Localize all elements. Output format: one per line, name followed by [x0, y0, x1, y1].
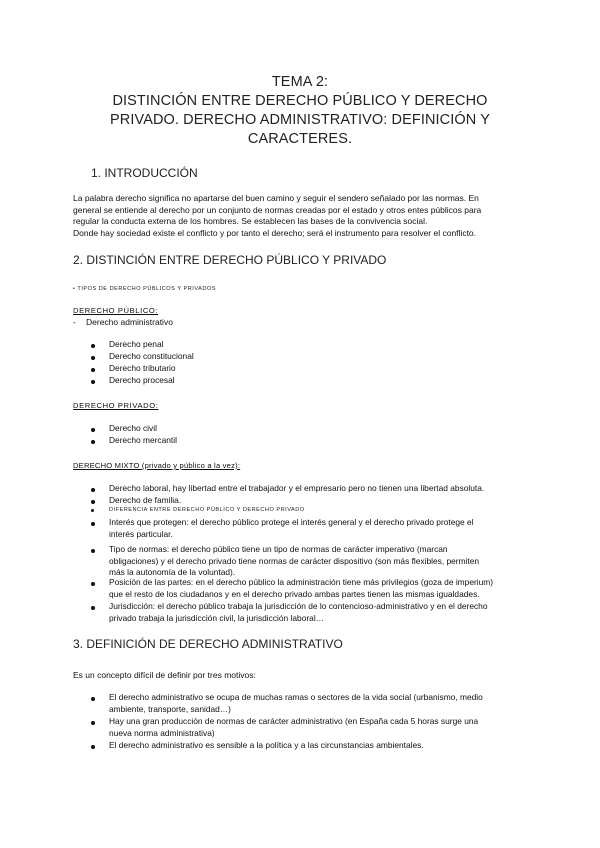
mixto-label: DERECHO MIXTO (privado y público a la vez):	[73, 461, 241, 470]
list-item-line: El derecho administrativo se ocupa de muchas ramas o sectores de la vida social (urbanismo, medio	[109, 692, 483, 702]
bullet-icon	[91, 697, 95, 701]
title-line: DISTINCIÓN ENTRE DERECHO PÚBLICO Y DERECHO	[112, 93, 488, 109]
list-item: Derecho laboral, hay libertad entre el trabajador y el empresario pero no tienen una libertad absoluta.	[109, 483, 485, 493]
bullet-icon	[91, 721, 95, 725]
document-title	[60, 73, 540, 149]
paragraph-line: Donde hay sociedad existe el conflicto y por tanto el derecho; será el instrumento para resolver el conflicto.	[73, 228, 477, 238]
list-item: Derecho procesal	[109, 375, 175, 385]
list-item-line: Interés que protegen: el derecho público protege el interés general y el derecho privado protege el	[109, 517, 474, 527]
bullet-icon	[91, 606, 95, 610]
list-item-line: que el resto de los ciudadanos y en el derecho privado ambas partes tienen las mismas igualdades.	[109, 589, 480, 599]
list-item-line: obligaciones) y el derecho privado tiene normas de carácter dispositivo (son más flexibles, permiten	[109, 556, 480, 566]
bullet-icon	[91, 428, 95, 432]
tipos-heading: • TIPOS DE DERECHO PÚBLICOS Y PRIVADOS	[73, 286, 217, 292]
bullet-icon	[91, 522, 95, 526]
list-item-line: más la autonomía de la voluntad).	[109, 567, 236, 577]
list-item: Derecho civil	[109, 423, 157, 433]
bullet-icon	[91, 488, 95, 492]
bullet-icon	[91, 356, 95, 360]
bullet-icon	[91, 582, 95, 586]
bullet-icon	[91, 745, 95, 749]
paragraph-line: Es un concepto difícil de definir por tres motivos:	[73, 670, 256, 680]
list-item: Derecho tributario	[109, 363, 176, 373]
section-heading-distincion: 2. DISTINCIÓN ENTRE DERECHO PÚBLICO Y PRIVADO	[73, 253, 387, 267]
section-heading-introduccion: 1. INTRODUCCIÓN	[91, 166, 198, 180]
privado-label: DERECHO PRIVADO:	[73, 401, 159, 410]
list-item-line: El derecho administrativo es sensible a la política y a las circunstancias ambientales.	[109, 740, 424, 750]
bullet-icon	[91, 500, 95, 504]
list-item: Derecho constitucional	[109, 351, 194, 361]
title-line: PRIVADO. DERECHO ADMINISTRATIVO: DEFINICIÓN Y	[110, 112, 490, 128]
paragraph-line: La palabra derecho significa no apartarse del buen camino y seguir el sendero señalado por las normas. En	[73, 193, 479, 203]
list-item: Derecho penal	[109, 339, 164, 349]
list-item-line: Jurisdicción: el derecho público trabaja la jurisdicción de lo contencioso-administrativo y en el derecho	[109, 601, 488, 611]
bullet-icon	[91, 549, 95, 553]
list-item-line: ambiente, transporte, sanidad…)	[109, 704, 231, 714]
publico-label: DERECHO PÚBLICO:	[73, 306, 159, 315]
list-item: Derecho de familia.	[109, 495, 182, 505]
list-item-line: Posición de las partes: en el derecho público la administración tiene más privilegios (goza de imperium)	[109, 577, 494, 587]
bullet-icon	[91, 440, 95, 444]
list-item-line: Hay una gran producción de normas de carácter administrativo (en España cada 5 horas surge una	[109, 716, 479, 726]
bullet-icon	[91, 509, 94, 512]
paragraph-line: general se entiende al derecho por un conjunto de normas creadas por el estado y otros entes públicos para	[73, 205, 482, 215]
bullet-icon	[91, 368, 95, 372]
bullet-icon	[91, 380, 95, 384]
section-heading-definicion: 3. DEFINICIÓN DE DERECHO ADMINISTRATIVO	[73, 637, 343, 651]
diferencia-heading: DIFERENCIA ENTRE DERECHO PÚBLICO Y DERECHO PRIVADO	[109, 507, 305, 513]
paragraph-line: regular la conducta externa de los hombres. Se establecen las bases de la convivencia social.	[73, 216, 428, 226]
list-item-line: privado trabaja la jurisdicción civil, la jurisdicción laboral…	[109, 613, 325, 623]
list-item-line: Tipo de normas: el derecho público tiene un tipo de normas de carácter imperativo (marcan	[109, 544, 448, 554]
title-line: TEMA 2:	[271, 74, 329, 90]
list-item-line: nueva norma administrativa)	[109, 728, 215, 738]
list-item-line: interés particular.	[109, 529, 173, 539]
dash-marker: -	[73, 317, 76, 327]
list-item: Derecho mercantil	[109, 435, 177, 445]
dash-item: Derecho administrativo	[86, 317, 173, 327]
bullet-icon	[91, 344, 95, 348]
title-line: CARACTERES.	[247, 131, 353, 147]
